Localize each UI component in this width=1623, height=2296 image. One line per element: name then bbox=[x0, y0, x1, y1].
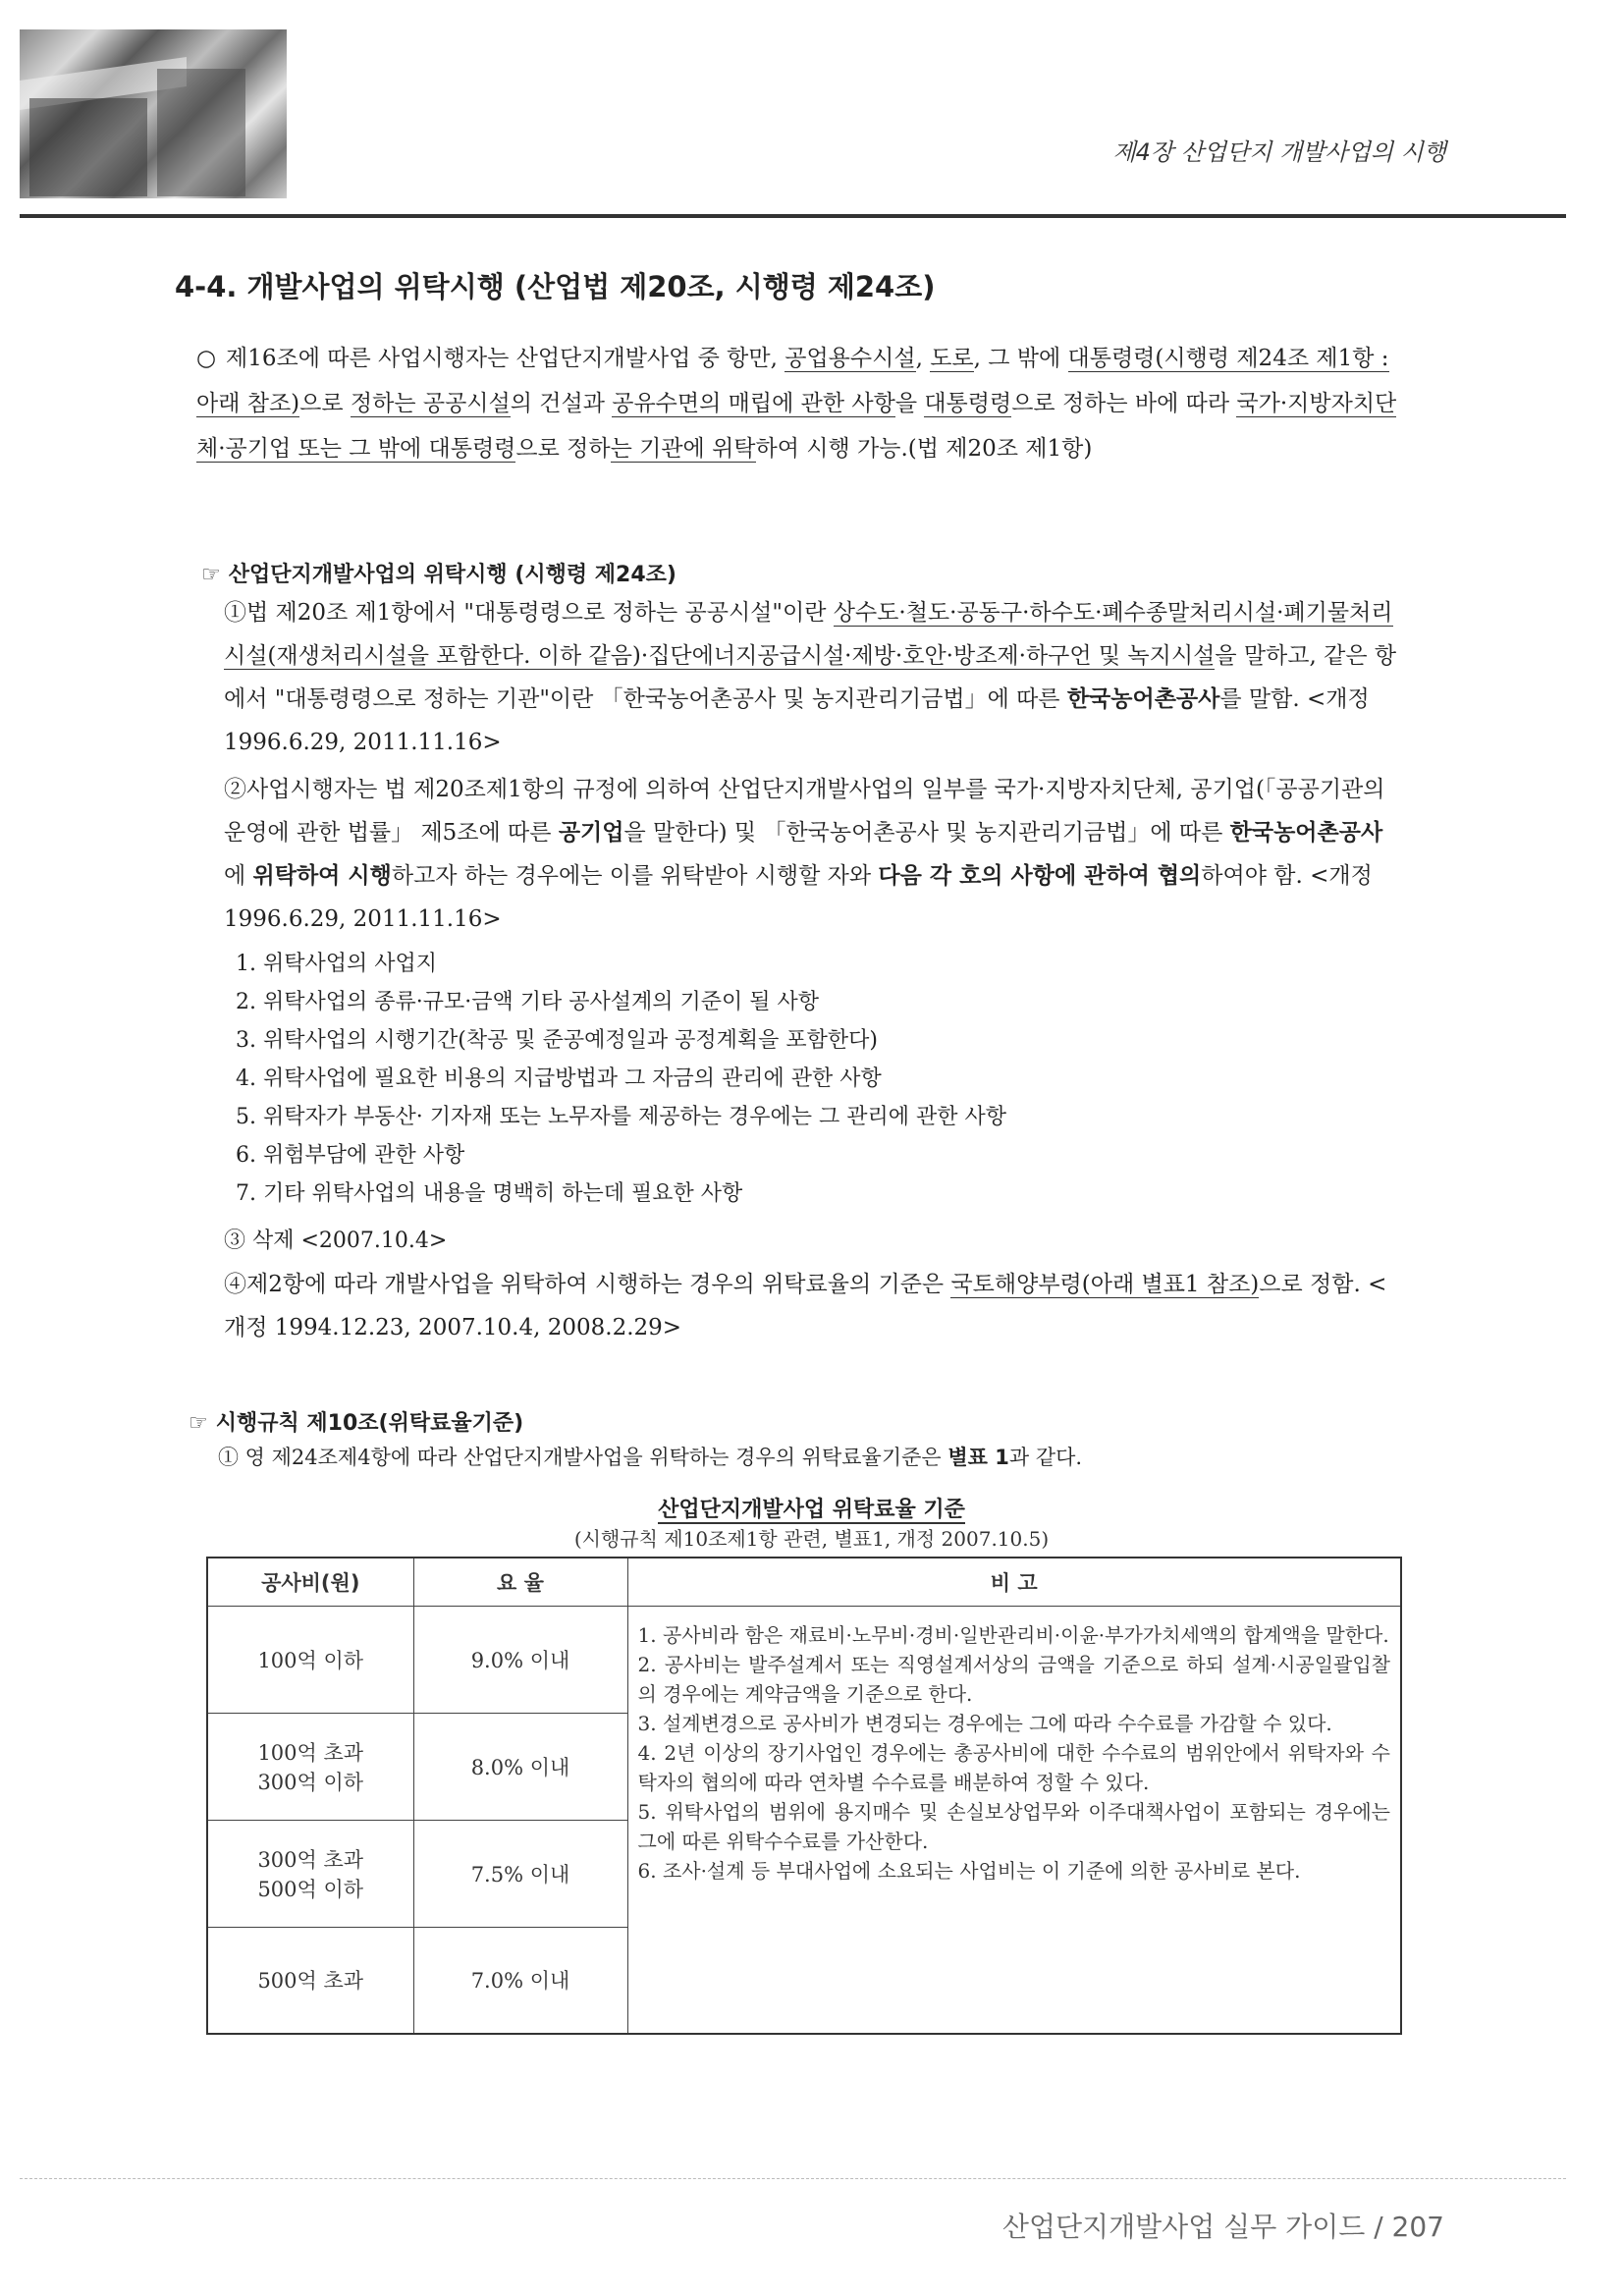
note-item: 2. 공사비는 발주설계서 또는 직영설계서상의 금액을 기준으로 하되 설계·시공일괄입찰의 경우에는 계약금액을 기준으로 한다. bbox=[637, 1653, 1390, 1707]
notes-cell bbox=[627, 1607, 1401, 2034]
chapter-title: 제4장 산업단지 개발사업의 시행 bbox=[1112, 138, 1446, 166]
rate-cell: 7.0% 이내 bbox=[413, 1927, 627, 2034]
column-header: 공사비(원) bbox=[207, 1558, 413, 1607]
note-item: 4. 2년 이상의 장기사업인 경우에는 총공사비에 대한 수수료의 범위안에서 위탁자와 수탁자의 협의에 따라 연차별 수수료를 배분하여 정할 수 있다. bbox=[637, 1741, 1390, 1795]
column-header: 비 고 bbox=[627, 1558, 1401, 1607]
list-item: 6. 위험부담에 관한 사항 bbox=[236, 1143, 465, 1168]
pointing-hand-icon: ☞ bbox=[189, 1411, 208, 1436]
cost-cell: 500억 초과 bbox=[207, 1927, 413, 2034]
note-item: 6. 조사·설계 등 부대사업에 소요되는 사업비는 이 기준에 의한 공사비로 본다. bbox=[637, 1859, 1301, 1884]
consultation-items-list bbox=[236, 945, 1006, 1213]
list-item: 4. 위탁사업에 필요한 비용의 지급방법과 그 자금의 관리에 관한 사항 bbox=[236, 1066, 882, 1091]
intro-paragraph: ○ 제16조에 따른 사업시행자는 산업단지개발사업 중 항만, 공업용수시설, 도로, 그 밖에 대통령령(시행령 제24조 제1항 : 아래 참조)으로 정하는 공공시설의 건설과 공유수면의 매립에 관한 사항을 대통령령으로 정하는 바에 따라 국가·지방자치단체·공기업 또는 그 밖에 대통령령으로 정하는 기관에 위탁하여 시행 가능.(법 제20조 제1항) bbox=[196, 336, 1404, 471]
table-header-row bbox=[207, 1558, 1401, 1607]
header-photo bbox=[20, 29, 287, 198]
rate-cell: 8.0% 이내 bbox=[413, 1714, 627, 1821]
table-row bbox=[207, 1607, 1401, 1714]
rule-heading: ☞ 시행규칙 제10조(위탁료율기준) bbox=[189, 1411, 524, 1436]
list-item: 2. 위탁사업의 종류·규모·금액 기타 공사설계의 기준이 될 사항 bbox=[236, 990, 819, 1014]
table-subtitle: (시행규칙 제10조제1항 관련, 별표1, 개정 2007.10.5) bbox=[573, 1527, 1050, 1551]
rule-text: ① 영 제24조제4항에 따라 산업단지개발사업을 위탁하는 경우의 위탁료율기준은 별표 1과 같다. bbox=[218, 1446, 1083, 1469]
footer-divider bbox=[20, 2178, 1566, 2180]
commission-rate-table bbox=[206, 1557, 1402, 2035]
rate-cell: 7.5% 이내 bbox=[413, 1820, 627, 1927]
header-divider bbox=[20, 214, 1566, 218]
table-title: 산업단지개발사업 위탁료율 기준 bbox=[658, 1498, 965, 1522]
rate-cell: 9.0% 이내 bbox=[413, 1607, 627, 1714]
bullet-icon: ○ bbox=[196, 346, 217, 371]
note-item: 5. 위탁사업의 범위에 용지매수 및 손실보상업무와 이주대책사업이 포함되는 경우에는 그에 따른 위탁수수료를 가산한다. bbox=[637, 1800, 1390, 1854]
list-item: 1. 위탁사업의 사업지 bbox=[236, 952, 437, 976]
decree-clause-1: ①법 제20조 제1항에서 "대통령령으로 정하는 공공시설"이란 상수도·철도·공동구·하수도·폐수종말처리시설·폐기물처리시설(재생처리시설을 포함한다. 이하 같음)·집단에너지공급시설·제방·호안·방조제·하구언 및 녹지시설을 말하고, 같은 항에서 "대통령령으로 정하는 기관"이란 「한국농어촌공사 및 농지관리기금법」에 따른 한국농어촌공사를 말함. <개정 1996.6.29, 2011.11.16> bbox=[224, 600, 1397, 755]
decree-clause-4: ④제2항에 따라 개발사업을 위탁하여 시행하는 경우의 위탁료율의 기준은 국토해양부령(아래 별표1 참조)으로 정함. <개정 1994.12.23, 2007.10.4, 2008.2.29> bbox=[224, 1272, 1387, 1340]
decree-clause-2: ②사업시행자는 법 제20조제1항의 규정에 의하여 산업단지개발사업의 일부를 국가·지방자치단체, 공기업(「공공기관의 운영에 관한 법률」 제5조에 따른 공기업을 말한다) 및 「한국농어촌공사 및 농지관리기금법」에 따른 한국농어촌공사에 위탁하여 시행하고자 하는 경우에는 이를 위탁받아 시행할 자와 다음 각 호의 사항에 관하여 협의하여야 함. <개정 1996.6.29, 2011.11.16> bbox=[224, 777, 1385, 932]
list-item: 5. 위탁자가 부동산· 기자재 또는 노무자를 제공하는 경우에는 그 관리에 관한 사항 bbox=[236, 1105, 1006, 1129]
cost-cell: 100억 초과 300억 이하 bbox=[207, 1714, 413, 1821]
list-item: 7. 기타 위탁사업의 내용을 명백히 하는데 필요한 사항 bbox=[236, 1181, 743, 1206]
page-footer: 산업단지개발사업 실무 가이드 / 207 bbox=[1001, 2211, 1444, 2243]
cost-cell: 100억 이하 bbox=[207, 1607, 413, 1714]
list-item: 3. 위탁사업의 시행기간(착공 및 준공예정일과 공정계획을 포함한다) bbox=[236, 1028, 878, 1053]
decree-heading: ☞ 산업단지개발사업의 위탁시행 (시행령 제24조) bbox=[201, 563, 676, 587]
note-item: 3. 설계변경으로 공사비가 변경되는 경우에는 그에 따라 수수료를 가감할 수 있다. bbox=[637, 1712, 1332, 1736]
decree-clause-3: ③ 삭제 <2007.10.4> bbox=[224, 1229, 448, 1253]
section-title: 4-4. 개발사업의 위탁시행 (산업법 제20조, 시행령 제24조) bbox=[175, 270, 936, 303]
column-header: 요 율 bbox=[413, 1558, 627, 1607]
cost-cell: 300억 초과 500억 이하 bbox=[207, 1820, 413, 1927]
pointing-hand-icon: ☞ bbox=[201, 563, 221, 587]
note-item: 1. 공사비라 함은 재료비·노무비·경비·일반관리비·이윤·부가가치세액의 합계액을 말한다. bbox=[637, 1623, 1389, 1648]
